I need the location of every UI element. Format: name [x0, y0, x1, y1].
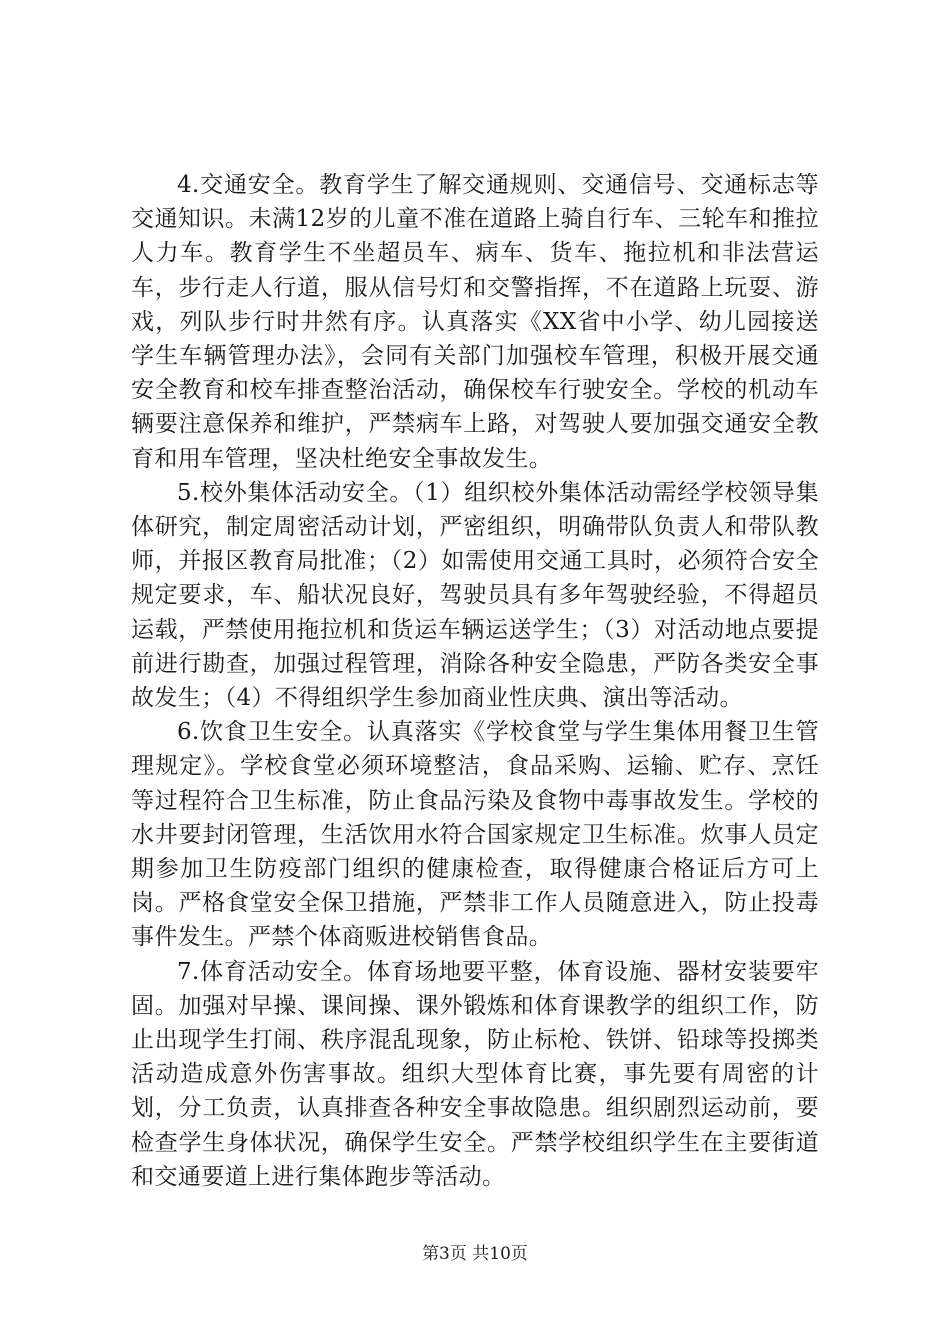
- document-body: [131, 168, 819, 1194]
- paragraph-food-hygiene-safety: 6.饮食卫生安全。认真落实《学校食堂与学生集体用餐卫生管理规定》。学校食堂必须环境整洁，食品采购、运输、贮存、烹饪等过程符合卫生标准，防止食品污染及食物中毒事故发生。学校的水井要封闭管理，生活饮用水符合国家规定卫生标准。炊事人员定期参加卫生防疫部门组织的健康检查，取得健康合格证后方可上岗。严格食堂安全保卫措施，严禁非工作人员随意进入，防止投毒事件发生。严禁个体商贩进校销售食品。: [131, 719, 819, 951]
- paragraph-sports-activity-safety: 7.体育活动安全。体育场地要平整，体育设施、器材安装要牢固。加强对早操、课间操、课外锻炼和体育课教学的组织工作，防止出现学生打闹、秩序混乱现象，防止标枪、铁饼、铅球等投掷类活动造成意外伤害事故。组织大型体育比赛，事先要有周密的计划，分工负责，认真排查各种安全事故隐患。组织剧烈运动前，要检查学生身体状况，确保学生安全。严禁学校组织学生在主要街道和交通要道上进行集体跑步等活动。: [131, 958, 819, 1190]
- paragraph-traffic-safety: 4.交通安全。教育学生了解交通规则、交通信号、交通标志等交通知识。未满12岁的儿童不准在道路上骑自行车、三轮车和推拉人力车。教育学生不坐超员车、病车、货车、拖拉机和非法营运车，步行走人行道，服从信号灯和交警指挥，不在道路上玩耍、游戏，列队步行时井然有序。认真落实《XX省中小学、幼儿园接送学生车辆管理办法》，会同有关部门加强校车管理，积极开展交通安全教育和校车排查整治活动，确保校车行驶安全。学校的机动车辆要注意保养和维护，严禁病车上路，对驾驶人要加强交通安全教育和用车管理，坚决杜绝安全事故发生。: [131, 172, 819, 472]
- page-number-footer: 第3页 共10页: [422, 1244, 528, 1264]
- paragraph-outdoor-activity-safety: 5.校外集体活动安全。（1）组织校外集体活动需经学校领导集体研究，制定周密活动计划，严密组织，明确带队负责人和带队教师，并报区教育局批准；（2）如需使用交通工具时，必须符合安全规定要求，车、船状况良好，驾驶员具有多年驾驶经验，不得超员运载，严禁使用拖拉机和货运车辆运送学生；（3）对活动地点要提前进行勘查，加强过程管理，消除各种安全隐患，严防各类安全事故发生；（4）不得组织学生参加商业性庆典、演出等活动。: [131, 479, 819, 712]
